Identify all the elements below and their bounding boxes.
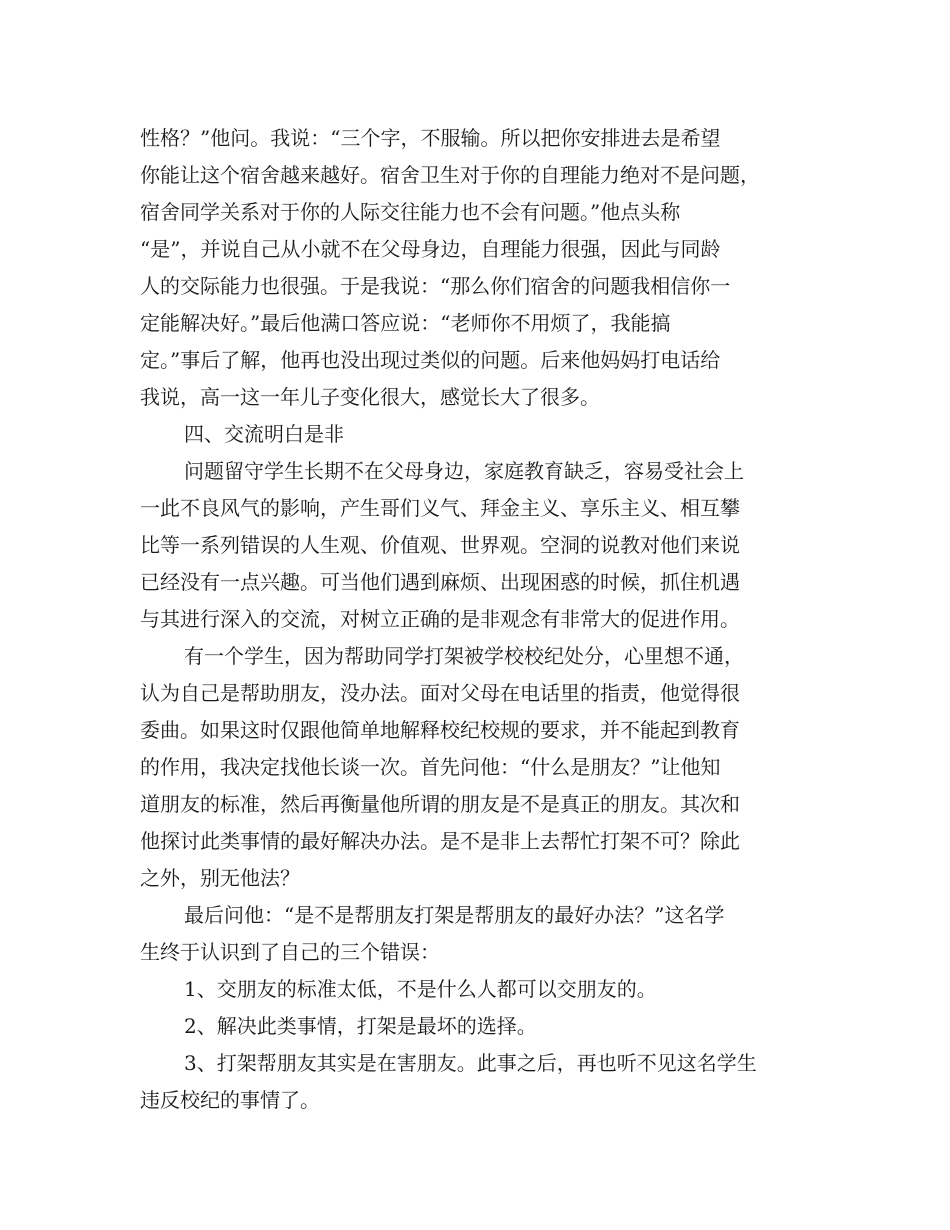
text-line: 你能让这个宿舍越来越好。宿舍卫生对于你的自理能力绝对不是问题， [140,163,760,187]
text-line: 一此不良风气的影响，产生哥们义气、拜金主义、享乐主义、相互攀 [140,496,740,520]
text-line: 最后问他：“是不是帮朋友打架是帮朋友的最好办法？”这名学 [184,903,725,927]
text-line: 的作用，我决定找他长谈一次。首先问他：“什么是朋友？”让他知 [140,755,721,779]
text-line: 道朋友的标准，然后再衡量他所谓的朋友是不是真正的朋友。其次和 [140,792,740,816]
text-line: 生终于认识到了自己的三个错误： [140,940,440,964]
list-item: 1、交朋友的标准太低，不是什么人都可以交朋友的。 [184,977,657,1001]
text-line: 他探讨此类事情的最好解决办法。是不是非上去帮忙打架不可？除此 [140,829,740,853]
text-line: 定能解决好。”最后他满口答应说：“老师你不用烦了，我能搞 [140,311,671,335]
text-line: 性格？”他问。我说：“三个字，不服输。所以把你安排进去是希望 [140,126,721,150]
text-line: 认为自己是帮助朋友，没办法。面对父母在电话里的指责，他觉得很 [140,681,740,705]
text-line: 与其进行深入的交流，对树立正确的是非观念有非常大的促进作用。 [140,607,740,631]
text-line: 比等一系列错误的人生观、价值观、世界观。空洞的说教对他们来说 [140,533,740,557]
document-body [140,120,810,1119]
text-line: 有一个学生，因为帮助同学打架被学校校纪处分，心里想不通， [184,644,744,668]
section-heading: 四、交流明白是非 [184,422,344,446]
text-line: 问题留守学生长期不在父母身边，家庭教育缺乏，容易受社会上 [184,459,744,483]
text-line: 宿舍同学关系对于你的人际交往能力也不会有问题。”他点头称 [140,200,681,224]
text-line: 委曲。如果这时仅跟他简单地解释校纪校规的要求，并不能起到教育 [140,718,740,742]
text-line: 之外，别无他法？ [140,866,300,890]
text-line: 我说，高一这一年儿子变化很大，感觉长大了很多。 [140,385,600,409]
text-line: 人的交际能力也很强。于是我说：“那么你们宿舍的问题我相信你一 [140,274,731,298]
text-line: 定。”事后了解，他再也没出现过类似的问题。后来他妈妈打电话给 [140,348,721,372]
list-item: 2、解决此类事情，打架是最坏的选择。 [184,1014,537,1038]
list-item: 3、打架帮朋友其实是在害朋友。此事之后，再也听不见这名学生 [184,1051,757,1075]
text-line: 违反校纪的事情了。 [140,1088,320,1112]
text-line: “是”，并说自己从小就不在父母身边，自理能力很强，因此与同龄 [140,237,721,261]
text-line: 已经没有一点兴趣。可当他们遇到麻烦、出现困惑的时候，抓住机遇 [140,570,740,594]
